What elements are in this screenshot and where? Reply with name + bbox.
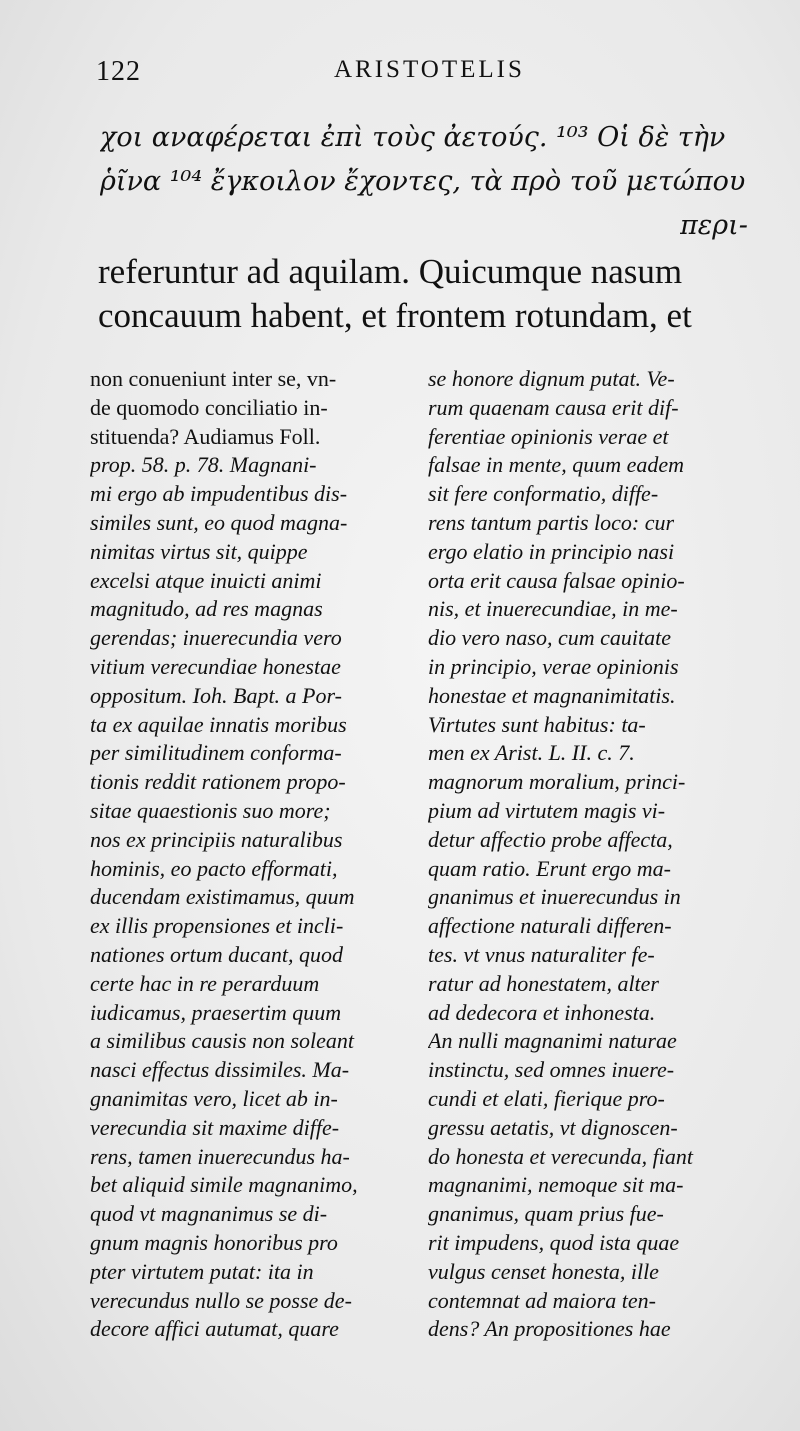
commentary-line: per similitudinem conforma- [90,740,342,766]
commentary-line: se honore dignum putat. Ve- [428,366,675,391]
commentary-line: vitium verecundiae honestae [90,653,341,679]
commentary-line: ratur ad honestatem, alter [428,970,659,996]
commentary-line: pium ad virtutem magis vi- [428,797,666,823]
commentary-line: rens, tamen inuerecundus ha- [90,1143,350,1169]
commentary-line: nimitas virtus sit, quippe [90,538,308,564]
commentary-line: cundi et elati, fierique pro- [428,1085,665,1111]
greek-catchword: περι- [680,210,748,241]
commentary-line: nos ex principiis naturalibus [90,826,343,852]
commentary-line: similes sunt, eo quod magna- [90,509,348,535]
commentary-line: in principio, verae opinionis [428,653,679,679]
commentary-line: rit impudens, quod ista quae [428,1229,680,1255]
commentary-right-column [428,365,790,1344]
commentary-line: gnanimus, quam prius fue- [428,1201,664,1227]
commentary-line: certe hac in re perarduum [90,970,320,996]
running-title: ARISTOTELIS [334,56,525,83]
latin-translation-line: concauum habent, et frontem rotundam, et [98,296,692,335]
commentary-line: falsae in mente, quum eadem [428,452,684,478]
commentary-line: Virtutes sunt habitus: ta- [428,711,646,737]
commentary-line: rum quaenam causa erit dif- [428,394,679,420]
commentary-line: verecundus nullo se posse de- [90,1287,352,1313]
commentary-line: An nulli magnanimi naturae [428,1028,677,1054]
commentary-line: gnanimitas vero, licet ab in- [90,1085,338,1111]
commentary-line: ex illis propensiones et incli- [90,913,344,939]
latin-translation-line: referuntur ad aquilam. Quicumque nasum [98,252,683,291]
commentary-line: ducendam existimamus, quum [90,884,355,910]
commentary-line: decore affici autumat, quare [90,1316,339,1342]
greek-text-line: χοι αναφέρεται ἐπὶ τοὺς ἀετούς. ¹⁰³ Οἱ δὲ τὴν [100,122,726,153]
commentary-line: dio vero naso, cum cauitate [428,625,671,651]
commentary-line: ta ex aquilae innatis moribus [90,711,347,737]
commentary-line: tionis reddit rationem propo- [90,769,346,795]
commentary-line: ergo elatio in principio nasi [428,538,675,564]
commentary-line: iudicamus, praesertim quum [90,999,342,1025]
page-number: 122 [96,56,141,87]
commentary-line: dens? An propositiones hae [428,1316,671,1342]
commentary-line: a similibus causis non soleant [90,1028,355,1054]
commentary-line: prop. 58. p. 78. Magnani- [90,452,317,478]
commentary-line: detur affectio probe affecta, [428,826,673,852]
commentary-line: sit fere conformatio, diffe- [428,481,659,507]
commentary-line: verecundia sit maxime diffe- [90,1114,340,1140]
commentary-line: gerendas; inuerecundia vero [90,625,342,651]
commentary-line: men ex Arist. L. II. c. 7. [428,740,635,766]
commentary-line: gnanimus et inuerecundus in [428,884,681,910]
commentary-line: honestae et magnanimitatis. [428,682,676,708]
commentary-left-column [90,365,435,1344]
commentary-line: rens tantum partis loco: cur [428,509,675,535]
commentary-line: tes. vt vnus naturaliter fe- [428,941,655,967]
commentary-line: quam ratio. Erunt ergo ma- [428,855,672,881]
commentary-line: magnitudo, ad res magnas [90,596,323,622]
commentary-line: gressu aetatis, vt dignoscen- [428,1114,678,1140]
commentary-line: oppositum. Ioh. Bapt. a Por- [90,682,342,708]
commentary-line: stituenda? Audiamus Foll. [90,423,321,449]
commentary-line: bet aliquid simile magnanimo, [90,1172,358,1198]
commentary-line: vulgus censet honesta, ille [428,1258,659,1284]
commentary-line: do honesta et verecunda, fiant [428,1143,693,1169]
commentary-line: hominis, eo pacto efformati, [90,855,338,881]
commentary-line: pter virtutem putat: ita in [90,1258,314,1284]
commentary-line: nis, et inuerecundiae, in me- [428,596,678,622]
commentary-line: contemnat ad maiora ten- [428,1287,656,1313]
commentary-line: magnanimi, nemoque sit ma- [428,1172,684,1198]
page-header [96,56,740,96]
commentary-line: instinctu, sed omnes inuere- [428,1057,675,1083]
commentary-line: de quomodo conciliatio in- [90,394,328,420]
commentary-line: gnum magnis honoribus pro [90,1229,338,1255]
commentary-line: ad dedecora et inhonesta. [428,999,656,1025]
commentary-line: magnorum moralium, princi- [428,769,686,795]
commentary-line: nationes ortum ducant, quod [90,941,343,967]
commentary-line: ferentiae opinionis verae et [428,423,669,449]
commentary-line: non conueniunt inter se, vn- [90,366,337,391]
greek-text-line: ῥῖνα ¹⁰⁴ ἔγκοιλον ἔχοντες, τὰ πρὸ τοῦ μετώπου [100,166,746,197]
commentary-line: quod vt magnanimus se di- [90,1201,328,1227]
commentary-line: affectione naturali differen- [428,913,672,939]
commentary-line: nasci effectus dissimiles. Ma- [90,1057,350,1083]
commentary-line: sitae quaestionis suo more; [90,797,331,823]
commentary-line: mi ergo ab impudentibus dis- [90,481,348,507]
commentary-line: excelsi atque inuicti animi [90,567,322,593]
commentary-line: orta erit causa falsae opinio- [428,567,685,593]
